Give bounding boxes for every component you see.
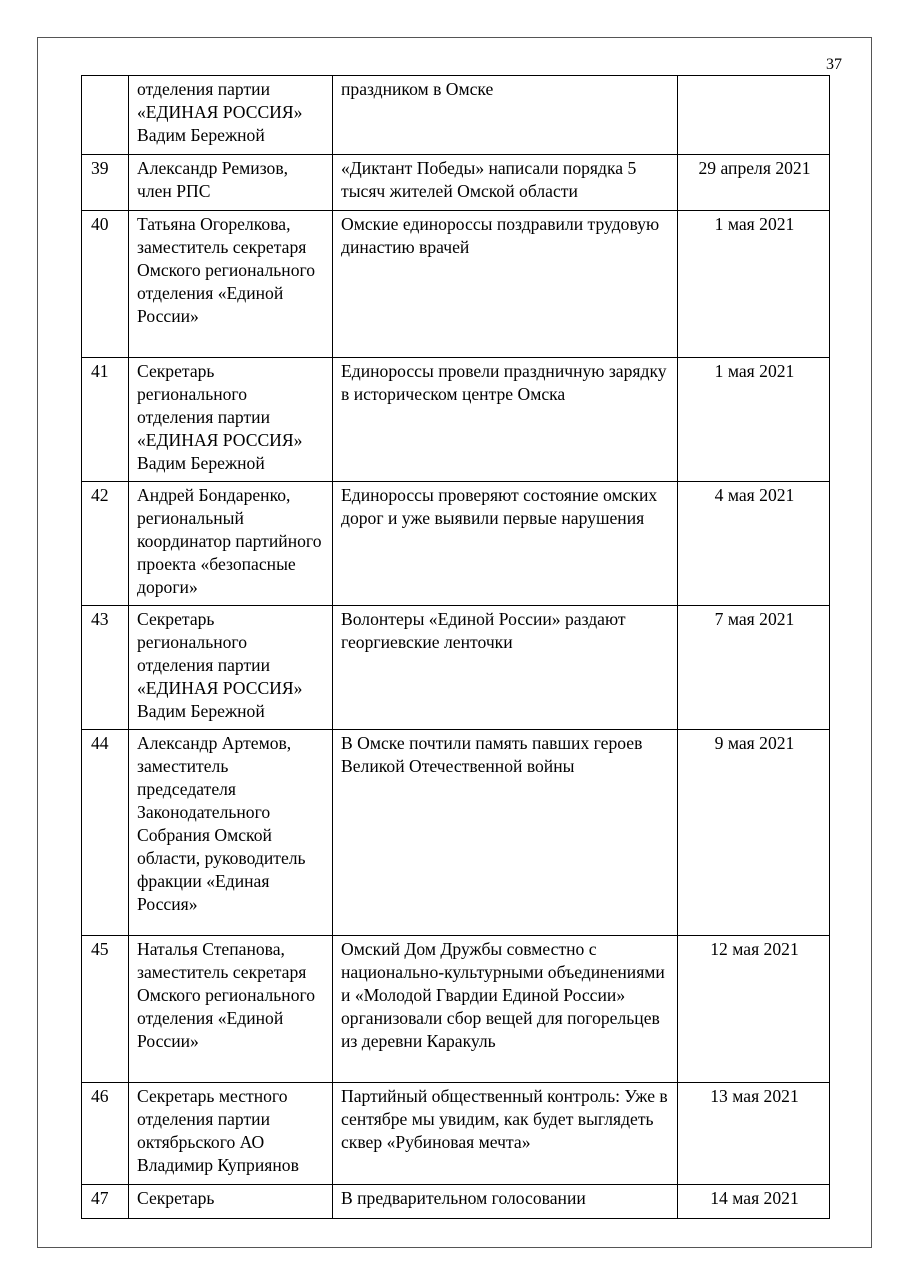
author-cell: Александр Ремизов, член РПС — [129, 155, 333, 211]
date-cell: 12 мая 2021 — [678, 936, 830, 1083]
author-cell: Секретарь регионального отделения партии «ЕДИНАЯ РОССИЯ» Вадим Бережной — [129, 606, 333, 730]
author-cell: Александр Артемов, заместитель председателя Законодательного Собрания Омской области, руководитель фракции «Единая Россия» — [129, 730, 333, 936]
table-row — [82, 606, 830, 730]
date-cell: 1 мая 2021 — [678, 358, 830, 482]
table-row — [82, 76, 830, 155]
row-number: 46 — [82, 1083, 129, 1185]
title-cell: Единороссы проверяют состояние омских дорог и уже выявили первые нарушения — [333, 482, 678, 606]
author-cell: Секретарь регионального отделения партии «ЕДИНАЯ РОССИЯ» Вадим Бережной — [129, 358, 333, 482]
page-number: 37 — [826, 56, 842, 73]
table-row — [82, 1083, 830, 1185]
row-number: 44 — [82, 730, 129, 936]
author-cell: Секретарь местного отделения партии октябрьского АО Владимир Куприянов — [129, 1083, 333, 1185]
date-cell: 13 мая 2021 — [678, 1083, 830, 1185]
row-number: 41 — [82, 358, 129, 482]
table-row — [82, 730, 830, 936]
title-cell: Омские единороссы поздравили трудовую династию врачей — [333, 211, 678, 358]
date-cell: 14 мая 2021 — [678, 1185, 830, 1219]
title-cell: В Омске почтили память павших героев Великой Отечественной войны — [333, 730, 678, 936]
date-cell: 4 мая 2021 — [678, 482, 830, 606]
date-cell: 9 мая 2021 — [678, 730, 830, 936]
author-cell: Андрей Бондаренко, региональный координатор партийного проекта «безопасные дороги» — [129, 482, 333, 606]
table-row — [82, 155, 830, 211]
date-cell — [678, 76, 830, 155]
date-cell: 7 мая 2021 — [678, 606, 830, 730]
title-cell: праздником в Омске — [333, 76, 678, 155]
title-cell: Омский Дом Дружбы совместно с национально-культурными объединениями и «Молодой Гвардии Единой России» организовали сбор вещей для погорельцев из деревни Каракуль — [333, 936, 678, 1083]
table-row — [82, 211, 830, 358]
date-cell: 29 апреля 2021 — [678, 155, 830, 211]
row-number: 43 — [82, 606, 129, 730]
row-number: 42 — [82, 482, 129, 606]
table-row — [82, 358, 830, 482]
row-number: 40 — [82, 211, 129, 358]
author-cell: отделения партии «ЕДИНАЯ РОССИЯ» Вадим Бережной — [129, 76, 333, 155]
row-number: 45 — [82, 936, 129, 1083]
author-cell: Наталья Степанова, заместитель секретаря Омского регионального отделения «Единой России» — [129, 936, 333, 1083]
row-number — [82, 76, 129, 155]
row-number: 47 — [82, 1185, 129, 1219]
title-cell: Единороссы провели праздничную зарядку в историческом центре Омска — [333, 358, 678, 482]
author-cell: Татьяна Огорелкова, заместитель секретаря Омского регионального отделения «Единой России» — [129, 211, 333, 358]
table-row — [82, 936, 830, 1083]
title-cell: В предварительном голосовании — [333, 1185, 678, 1219]
title-cell: Волонтеры «Единой России» раздают георгиевские ленточки — [333, 606, 678, 730]
title-cell: Партийный общественный контроль: Уже в сентябре мы увидим, как будет выглядеть сквер «Рубиновая мечта» — [333, 1083, 678, 1185]
row-number: 39 — [82, 155, 129, 211]
table-row — [82, 482, 830, 606]
date-cell: 1 мая 2021 — [678, 211, 830, 358]
publications-table — [81, 75, 830, 1219]
table-row — [82, 1185, 830, 1219]
author-cell: Секретарь — [129, 1185, 333, 1219]
title-cell: «Диктант Победы» написали порядка 5 тысяч жителей Омской области — [333, 155, 678, 211]
